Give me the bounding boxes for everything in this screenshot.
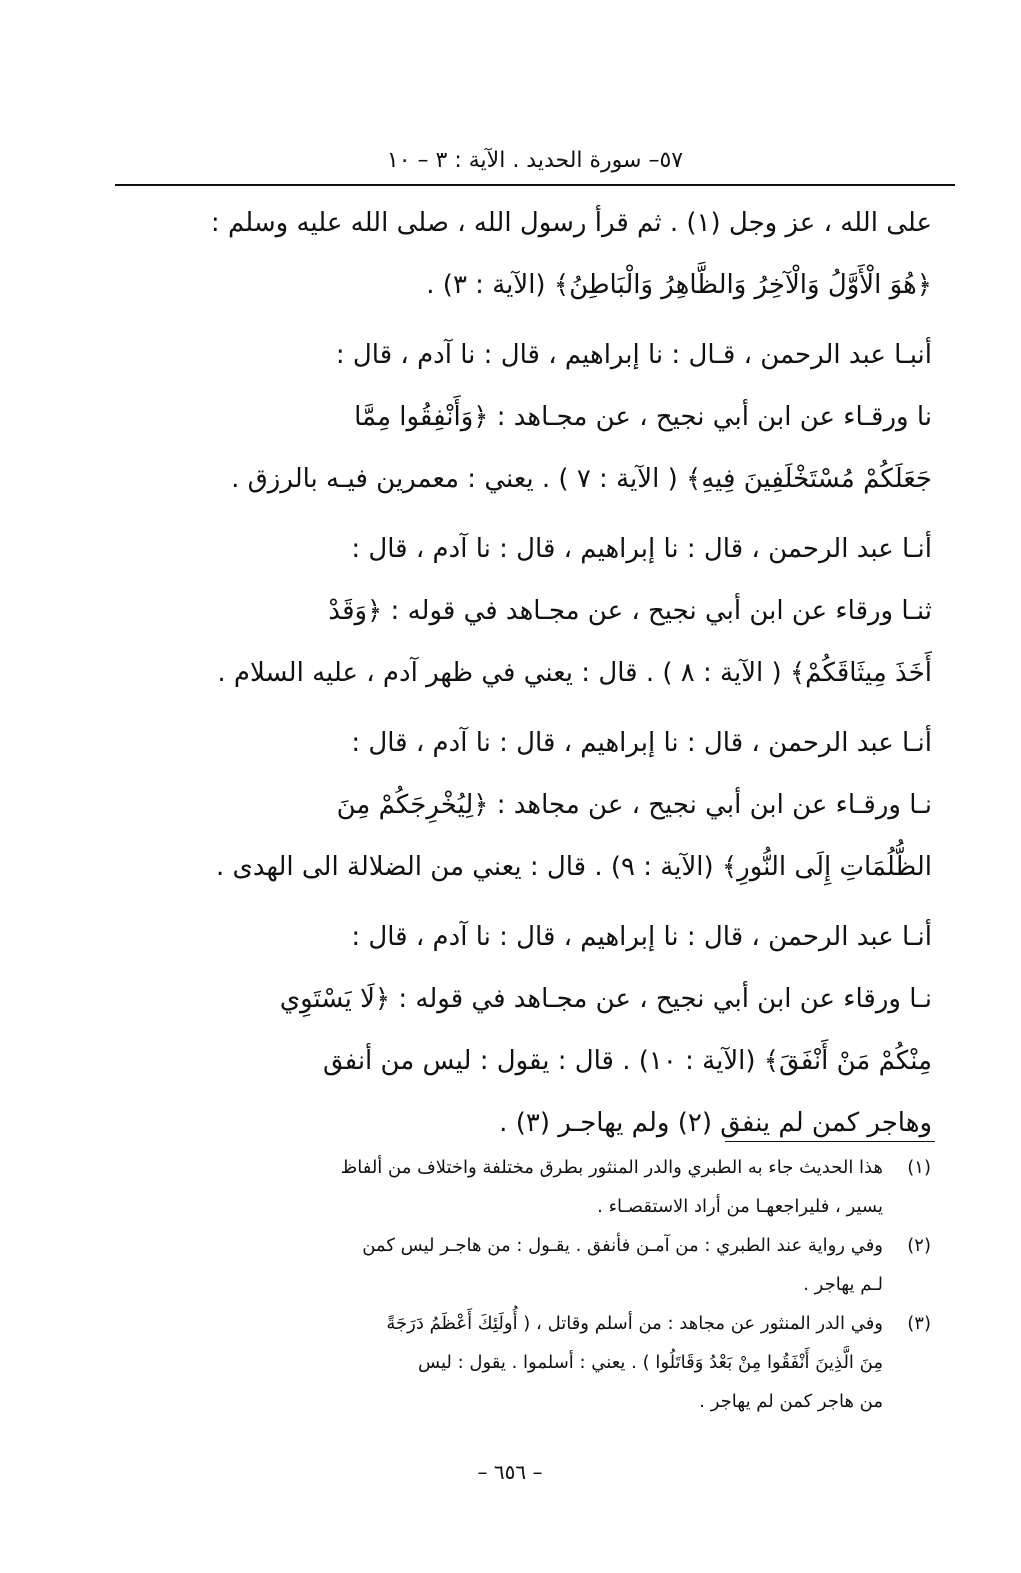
running-header: ٥٧– سورة الحديد . الآية : ٣ – ١٠ (386, 148, 684, 173)
text-line: أنـا عبد الرحمن ، قال : نا إبراهيم ، قال : نا آدم ، قال : (351, 728, 932, 758)
text-line: نا ورقـاء عن ابن أبي نجيح ، عن مجـاهد : ﴿وَأَنْفِقُوا مِمَّا (354, 402, 932, 432)
text-line: نـا ورقاء عن ابن أبي نجيح ، عن مجـاهد في قوله : ﴿لَا يَسْتَوِي (279, 984, 932, 1014)
footnote-line: هذا الحديث جاء به الطبري والدر المنثور بطرق مختلفة واختلاف من ألفاظ (340, 1157, 883, 1178)
footnote-rule (725, 1141, 935, 1142)
footnote-2 (105, 1226, 931, 1304)
footnote-1 (105, 1148, 931, 1226)
text-line: جَعَلَكُمْ مُسْتَخْلَفِينَ فِيهِ﴾ ( الآية : ٧ ) . يعني : معمرين فيـه بالرزق . (231, 464, 932, 494)
footnote-text (105, 1148, 883, 1226)
paragraph-2 (110, 324, 932, 510)
text-line: أنـا عبد الرحمن ، قال : نا إبراهيم ، قال : نا آدم ، قال : (351, 534, 932, 564)
text-line: الظُّلُمَاتِ إِلَى النُّورِ﴾ (الآية : ٩) . قال : يعني من الضلالة الى الهدى . (215, 852, 932, 882)
footnote-line: من هاجر كمن لم يهاجر . (699, 1391, 883, 1412)
text-line: ثنـا ورقاء عن ابن أبي نجيح ، عن مجـاهد في قوله : ﴿وَقَدْ (328, 596, 932, 626)
text-line: أَخَذَ مِيثَاقَكُمْ﴾ ( الآية : ٨ ) . قال : يعني في ظهر آدم ، عليه السلام . (217, 658, 932, 688)
text-line: وهاجر كمن لم ينفق (٢) ولم يهاجـر (٣) . (499, 1108, 932, 1138)
header-rule (115, 184, 955, 186)
main-text (110, 192, 932, 1162)
footnote-3 (105, 1304, 931, 1421)
footnote-number: (١) (907, 1157, 931, 1178)
footnote-line: لـم يهاجر . (803, 1274, 883, 1295)
paragraph-3 (110, 518, 932, 704)
paragraph-4 (110, 712, 932, 898)
footnote-line: يسير ، فليراجعهـا من أراد الاستقصـاء . (597, 1196, 883, 1217)
text-line: على الله ، عز وجل (١) . ثم قرأ رسول الله ، صلى الله عليه وسلم : (210, 208, 932, 238)
footnote-text (105, 1226, 883, 1304)
footnote-line: مِنَ الَّذِينَ أَنْفَقُوا مِنْ بَعْدُ وَقَاتَلُوا ) . يعني : أسلموا . يقول : ليس (418, 1352, 883, 1373)
text-line: أنـا عبد الرحمن ، قال : نا إبراهيم ، قال : نا آدم ، قال : (351, 922, 932, 952)
footnote-line: وفي الدر المنثور عن مجاهد : من أسلم وقاتل ، ( أُولَئِكَ أَعْظَمُ دَرَجَةً (386, 1313, 883, 1334)
paragraph-1 (110, 192, 932, 316)
text-line: أنبـا عبد الرحمن ، قـال : نا إبراهيم ، قال : نا آدم ، قال : (335, 340, 932, 370)
text-line: مِنْكُمْ مَنْ أَنْفَقَ﴾ (الآية : ١٠) . قال : يقول : ليس من أنفق (322, 1046, 932, 1076)
paragraph-5 (110, 906, 932, 1154)
footnote-number: (٢) (907, 1235, 931, 1256)
footnote-text (105, 1304, 883, 1421)
page-number: – ٦٥٦ – (477, 1460, 543, 1484)
footnote-number: (٣) (907, 1313, 931, 1334)
text-line: ﴿هُوَ الْأَوَّلُ وَالْآخِرُ وَالظَّاهِرُ وَالْبَاطِنُ﴾ (الآية : ٣) . (426, 270, 932, 300)
text-line: نـا ورقـاء عن ابن أبي نجيح ، عن مجاهد : ﴿لِيُخْرِجَكُمْ مِنَ (336, 790, 932, 820)
footnotes (105, 1148, 931, 1421)
footnote-line: وفي رواية عند الطبري : من آمـن فأنفق . يقـول : من هاجـر ليس كمن (362, 1235, 883, 1256)
